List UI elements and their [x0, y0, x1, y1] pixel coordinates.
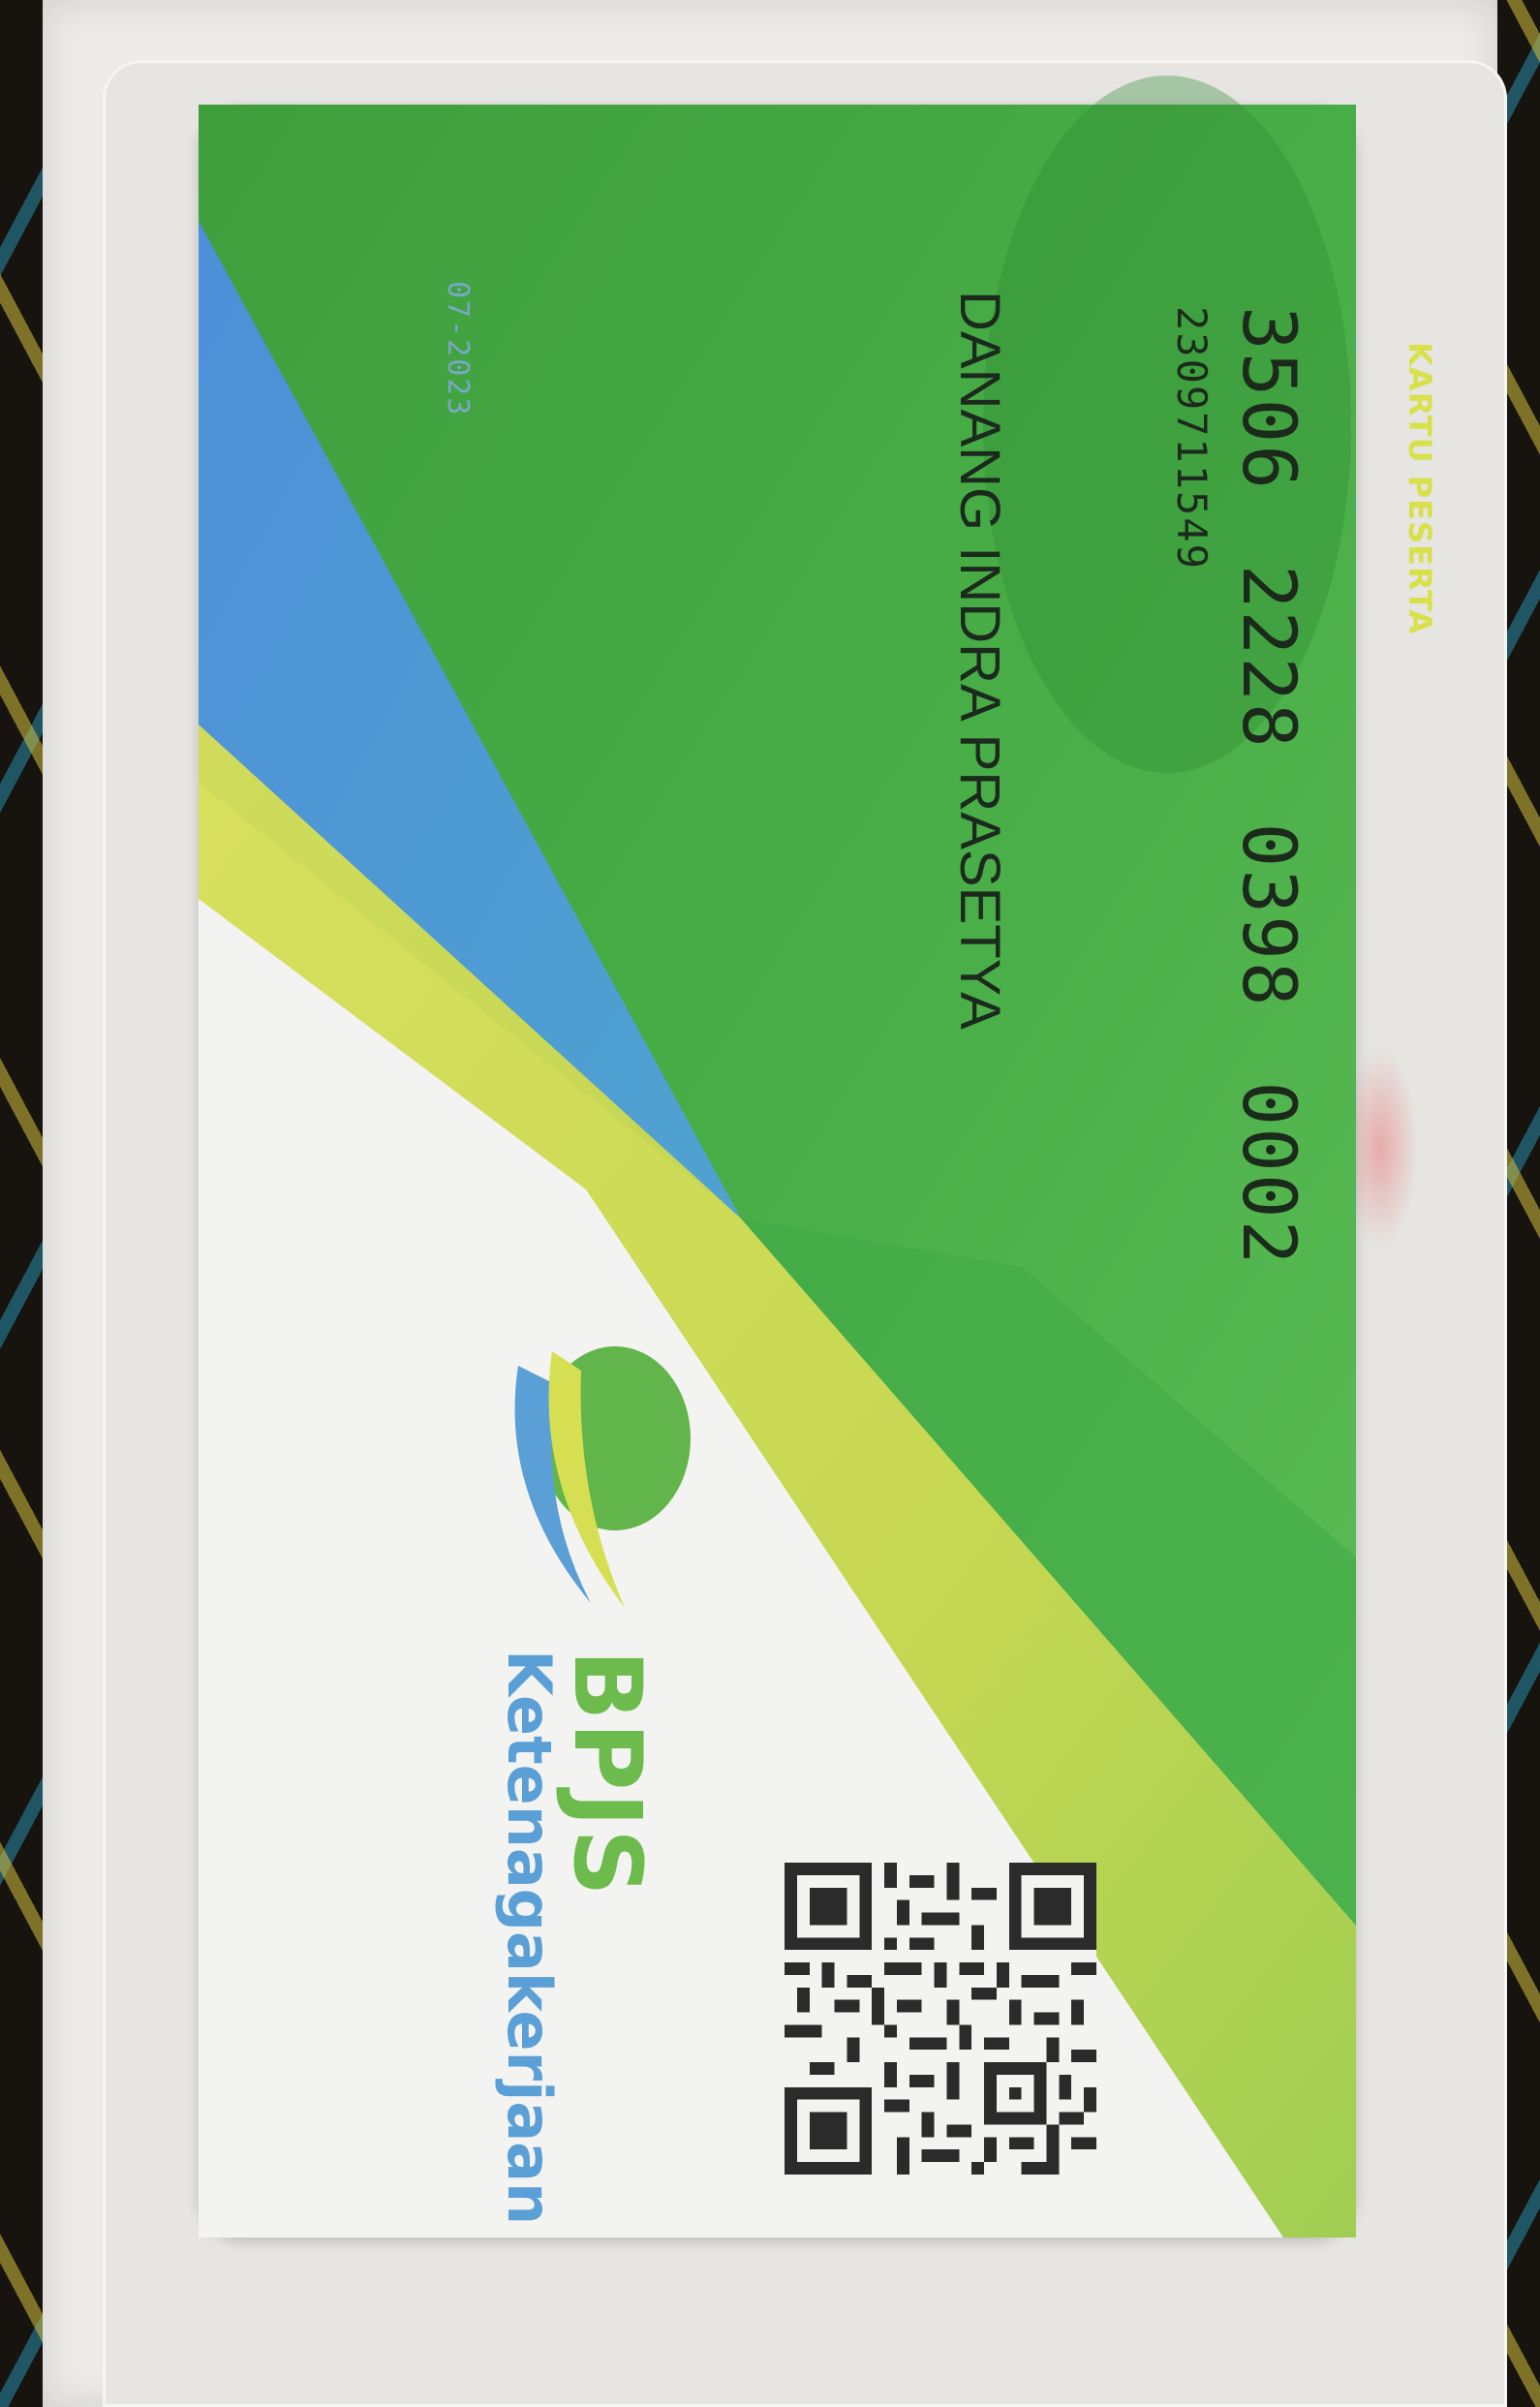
card-number: 3506 2228 0398 0002	[1226, 306, 1312, 1267]
participant-number: 2309711549	[1168, 306, 1216, 571]
card-title: KARTU PESERTA	[1401, 342, 1438, 635]
holder-name: DANANG INDRA PRASETYA	[948, 291, 1011, 1030]
brand-subtitle: Ketenagakerjaan	[494, 1650, 565, 2226]
membership-card	[199, 105, 1438, 2237]
brand-name: BPJS	[553, 1650, 662, 1898]
bpjs-logo-icon	[499, 1327, 712, 1637]
expiry-date: 07-2023	[441, 281, 475, 417]
qr-code-icon	[785, 1863, 1096, 2175]
